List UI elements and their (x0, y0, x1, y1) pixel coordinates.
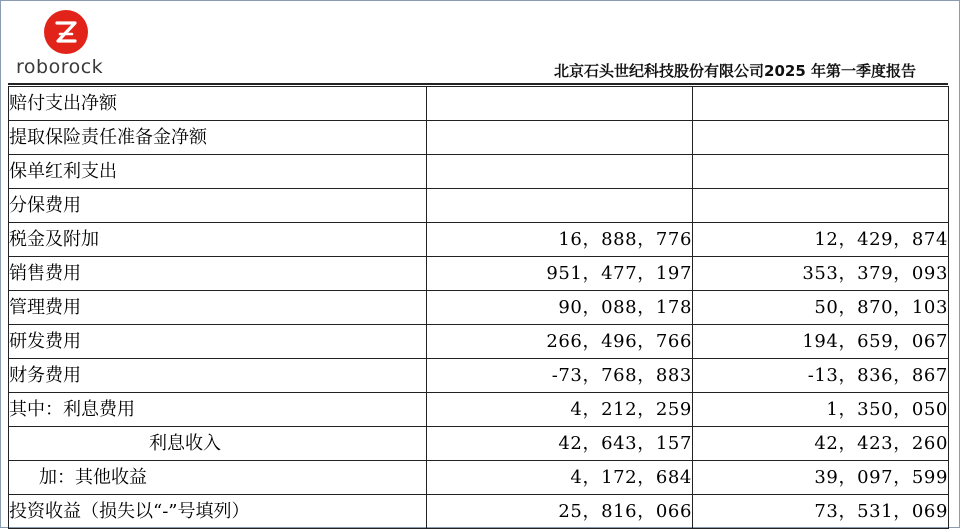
table-row (9, 461, 949, 495)
report-title: 北京石头世纪科技股份有限公司2025 年第一季度报告 (554, 62, 916, 80)
title-divider (8, 83, 948, 85)
table-row (9, 427, 949, 461)
row-label: 分保费用 (9, 189, 427, 223)
current-period-value (427, 121, 693, 155)
prior-period-value: -13，836，867 (693, 359, 949, 393)
table-row (9, 87, 949, 121)
table-row (9, 325, 949, 359)
row-label: 税金及附加 (9, 223, 427, 257)
row-label: 投资收益（损失以“-”号填列） (9, 495, 427, 529)
prior-period-value: 194，659，067 (693, 325, 949, 359)
table-row (9, 223, 949, 257)
current-period-value: 16，888，776 (427, 223, 693, 257)
roborock-logo-icon (44, 10, 88, 54)
current-period-value: 951，477，197 (427, 257, 693, 291)
row-label: 管理费用 (9, 291, 427, 325)
prior-period-value (693, 155, 949, 189)
prior-period-value: 353，379，093 (693, 257, 949, 291)
current-period-value (427, 155, 693, 189)
current-period-value (427, 87, 693, 121)
prior-period-value: 50，870，103 (693, 291, 949, 325)
row-label: 提取保险责任准备金净额 (9, 121, 427, 155)
row-label: 财务费用 (9, 359, 427, 393)
row-label: 赔付支出净额 (9, 87, 427, 121)
current-period-value: 25，816，066 (427, 495, 693, 529)
current-period-value (427, 189, 693, 223)
row-label: 加：其他收益 (9, 461, 427, 495)
prior-period-value (693, 121, 949, 155)
prior-period-value: 73，531，069 (693, 495, 949, 529)
current-period-value: 90，088，178 (427, 291, 693, 325)
prior-period-value (693, 189, 949, 223)
current-period-value: 266，496，766 (427, 325, 693, 359)
table-row (9, 359, 949, 393)
prior-period-value: 42，423，260 (693, 427, 949, 461)
table-row (9, 393, 949, 427)
table-row (9, 257, 949, 291)
prior-period-value: 1，350，050 (693, 393, 949, 427)
prior-period-value: 12，429，874 (693, 223, 949, 257)
prior-period-value: 39，097，599 (693, 461, 949, 495)
row-label: 销售费用 (9, 257, 427, 291)
report-header (0, 0, 960, 86)
row-label: 其中：利息费用 (9, 393, 427, 427)
logo-wordmark: roborock (16, 56, 104, 78)
current-period-value: 42，643，157 (427, 427, 693, 461)
table-row (9, 189, 949, 223)
prior-period-value (693, 87, 949, 121)
table-row (9, 155, 949, 189)
table-row (9, 495, 949, 529)
current-period-value: -73，768，883 (427, 359, 693, 393)
table-row (9, 291, 949, 325)
row-label: 研发费用 (9, 325, 427, 359)
income-statement-table (8, 86, 949, 529)
table-row (9, 121, 949, 155)
current-period-value: 4，212，259 (427, 393, 693, 427)
row-label: 保单红利支出 (9, 155, 427, 189)
current-period-value: 4，172，684 (427, 461, 693, 495)
row-label: 利息收入 (9, 427, 427, 461)
